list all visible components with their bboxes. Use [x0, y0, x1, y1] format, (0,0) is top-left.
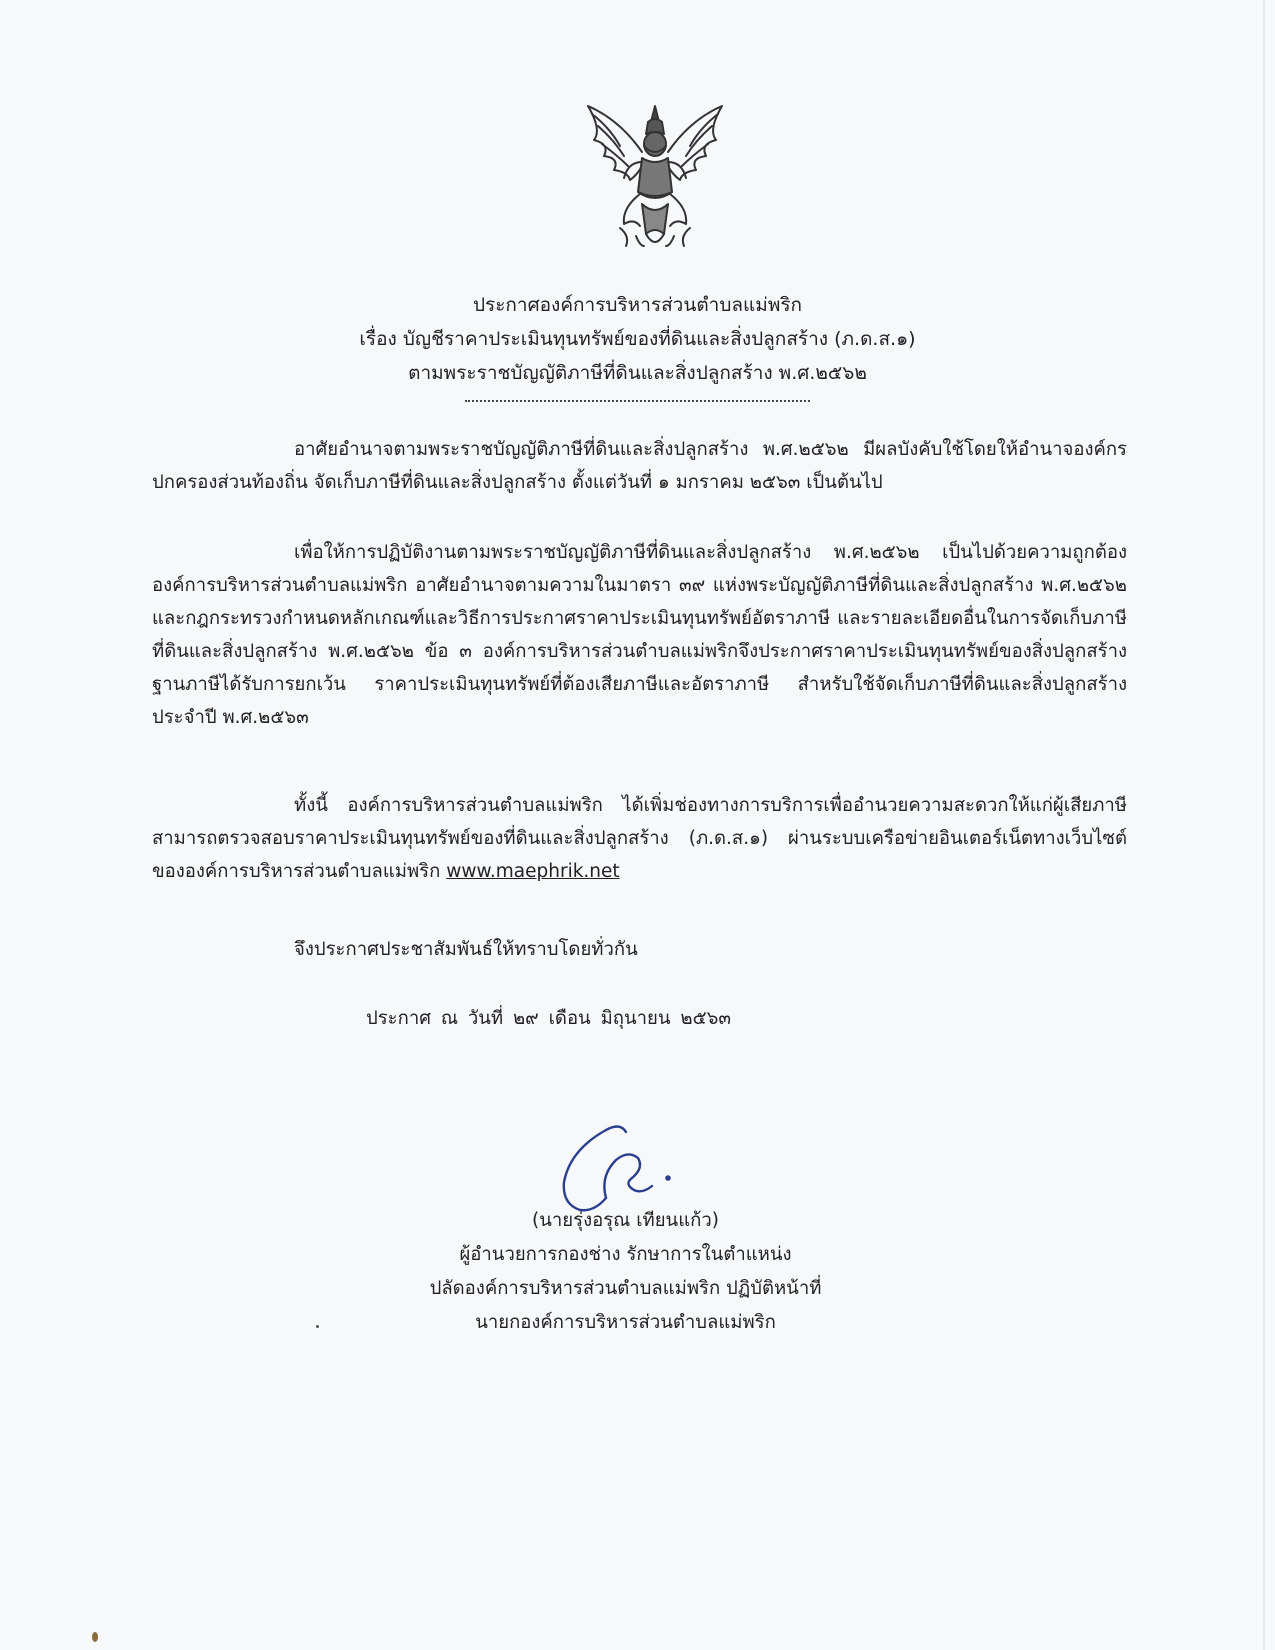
announcement-date: ประกาศ ณ วันที่ ๒๙ เดือน มิถุนายน ๒๕๖๓	[366, 1008, 731, 1029]
signatory-position-2: ปลัดองค์การบริหารส่วนตำบลแม่พริก ปฏิบัติหน้าที่	[429, 1278, 822, 1299]
closing-statement: จึงประกาศประชาสัมพันธ์ให้ทราบโดยทั่วกัน	[294, 939, 638, 960]
scan-speck	[92, 1632, 98, 1642]
signatory-position-3: นายกองค์การบริหารส่วนตำบลแม่พริก	[475, 1312, 776, 1333]
announcement-title: ประกาศองค์การบริหารส่วนตำบลแม่พริก	[472, 294, 803, 316]
website-link[interactable]: www.maephrik.net	[446, 861, 620, 882]
scan-edge	[1263, 0, 1265, 1650]
dotted-divider	[465, 400, 810, 402]
paragraph-1: อาศัยอำนาจตามพระราชบัญญัติภาษีที่ดินและสิ่งปลูกสร้าง พ.ศ.๒๕๖๒ มีผลบังคับใช้โดยให้อำนาจองค์กรปกครองส่วนท้องถิ่น จัดเก็บภาษีที่ดินและสิ่งปลูกสร้าง ตั้งแต่วันที่ ๑ มกราคม ๒๕๖๓ เป็นต้นไป	[152, 439, 1127, 493]
announcement-act-reference: ตามพระราชบัญญัติภาษีที่ดินและสิ่งปลูกสร้าง พ.ศ.๒๕๖๒	[408, 362, 867, 384]
paragraph-3	[152, 789, 1127, 888]
scan-speck	[316, 1325, 319, 1328]
signatory-position-1: ผู้อำนวยการกองช่าง รักษาการในตำแหน่ง	[459, 1244, 792, 1265]
signatory-name: (นายรุ่งอรุณ เทียนแก้ว)	[532, 1210, 719, 1231]
paragraph-3-text: ทั้งนี้ องค์การบริหารส่วนตำบลแม่พริก ได้เพิ่มช่องทางการบริการเพื่ออำนวยความสะดวกให้แก่ผู้เสียภาษีสามารถตรวจสอบราคาประเมินทุนทรัพย์ของที่ดินและสิ่งปลูกสร้าง (ภ.ด.ส.๑) ผ่านระบบเครือข่ายอินเตอร์เน็ตทางเว็บไซต์ขององค์การบริหารส่วนตำบลแม่พริก	[152, 795, 1127, 882]
garuda-emblem-icon	[580, 100, 730, 252]
announcement-subject: เรื่อง บัญชีราคาประเมินทุนทรัพย์ของที่ดินและสิ่งปลูกสร้าง (ภ.ด.ส.๑)	[359, 328, 916, 350]
paragraph-2: เพื่อให้การปฏิบัติงานตามพระราชบัญญัติภาษีที่ดินและสิ่งปลูกสร้าง พ.ศ.๒๕๖๒ เป็นไปด้วยความถูกต้อง องค์การบริหารส่วนตำบลแม่พริก อาศัยอำนาจตามความในมาตรา ๓๙ แห่งพระบัญญัติภาษีที่ดินและสิ่งปลูกสร้าง พ.ศ.๒๕๖๒ และกฎกระทรวงกำหนดหลักเกณฑ์และวิธีการประกาศราคาประเมินทุนทรัพย์อัตราภาษี และรายละเอียดอื่นในการจัดเก็บภาษีที่ดินและสิ่งปลูกสร้าง พ.ศ.๒๕๖๒ ข้อ ๓ องค์การบริหารส่วนตำบลแม่พริกจึงประกาศราคาประเมินทุนทรัพย์ของสิ่งปลูกสร้าง ฐานภาษีได้รับการยกเว้น ราคาประเมินทุนทรัพย์ที่ต้องเสียภาษีและอัตราภาษี สำหรับใช้จัดเก็บภาษีที่ดินและสิ่งปลูกสร้างประจำปี พ.ศ.๒๕๖๓	[152, 542, 1127, 728]
